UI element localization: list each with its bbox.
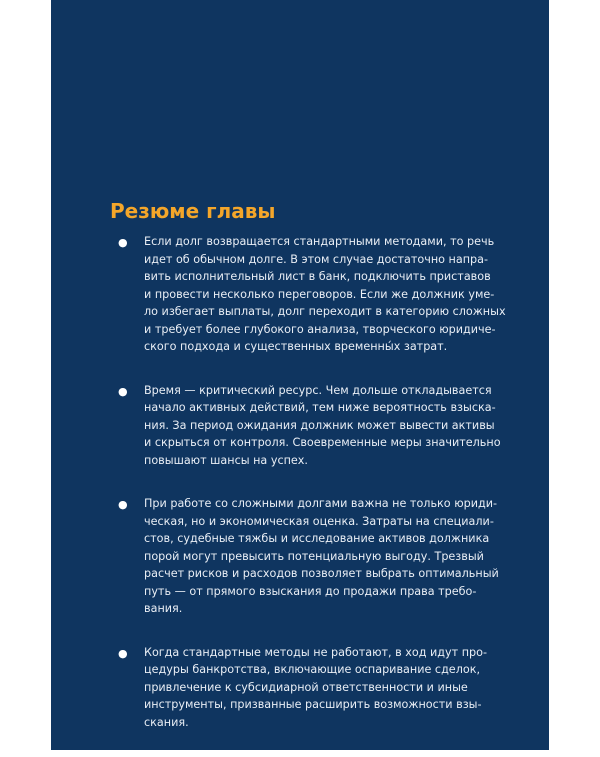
paragraph-line: начало активных действий, тем ниже вероятность взыска-	[144, 401, 496, 414]
paragraph-line: порой могут превысить потенциальную выгоду. Трезвый	[144, 549, 484, 563]
paragraph-line: повышают шансы на успех.	[144, 453, 308, 467]
book-page	[51, 0, 549, 750]
paragraph-line: путь — от прямого взыскания до продажи права требо-	[144, 584, 477, 598]
paragraph-line: и требует более глубокого анализа, творческого юридиче-	[144, 322, 496, 336]
summary-bullet-2	[118, 382, 501, 470]
paragraph-line: скания.	[144, 715, 189, 729]
paragraph-line: стов, судебные тяжбы и исследование активов должника	[144, 532, 490, 545]
bullet-dot-icon: ●	[118, 646, 128, 660]
bullet-dot-icon: ●	[118, 498, 128, 511]
chapter-summary-heading: Резюме главы	[110, 199, 276, 223]
summary-bullet-3	[118, 495, 499, 618]
paragraph-line: вания.	[144, 602, 183, 615]
bullet-dot-icon: ●	[118, 384, 128, 398]
summary-bullet-1	[118, 233, 506, 356]
paragraph-line: цедуры банкротства, включающие оспаривание сделок,	[144, 663, 481, 676]
paragraph-line: Когда стандартные методы не работают, в ход идут про-	[144, 645, 488, 659]
paragraph-line: инструменты, призванные расширить возможности взы-	[144, 698, 482, 711]
summary-bullet-list	[118, 233, 506, 757]
bullet-dot-icon: ●	[118, 236, 128, 249]
paragraph-line: привлечение к субсидиарной ответственности и иные	[144, 680, 468, 694]
paragraph-line: ческая, но и экономическая оценка. Затраты на специали-	[144, 514, 494, 528]
paragraph-line: и скрыться от контроля. Своевременные меры значительно	[144, 436, 501, 449]
paragraph-line: вить исполнительный лист в банк, подключить приставов	[144, 270, 491, 283]
paragraph-line: ло избегает выплаты, долг переходит в категорию сложных	[144, 305, 506, 318]
paragraph-line: идет об обычном долге. В этом случае достаточно напра-	[144, 252, 489, 266]
paragraph-line: расчет рисков и расходов позволяет выбрать оптимальный	[144, 567, 499, 580]
summary-bullet-4	[118, 644, 494, 732]
paragraph-line: Время — критический ресурс. Чем дольше откладывается	[144, 383, 492, 397]
paragraph-line: ния. За период ожидания должник может вывести активы	[144, 418, 495, 432]
paragraph-line: и провести несколько переговоров. Если же должник уме-	[144, 287, 495, 301]
paragraph-line: При работе со сложными долгами важна не только юриди-	[144, 497, 498, 510]
paragraph-line: ского подхода и существенных временны́х затрат.	[144, 340, 448, 353]
paragraph-line: Если долг возвращается стандартными методами, то речь	[144, 235, 495, 248]
